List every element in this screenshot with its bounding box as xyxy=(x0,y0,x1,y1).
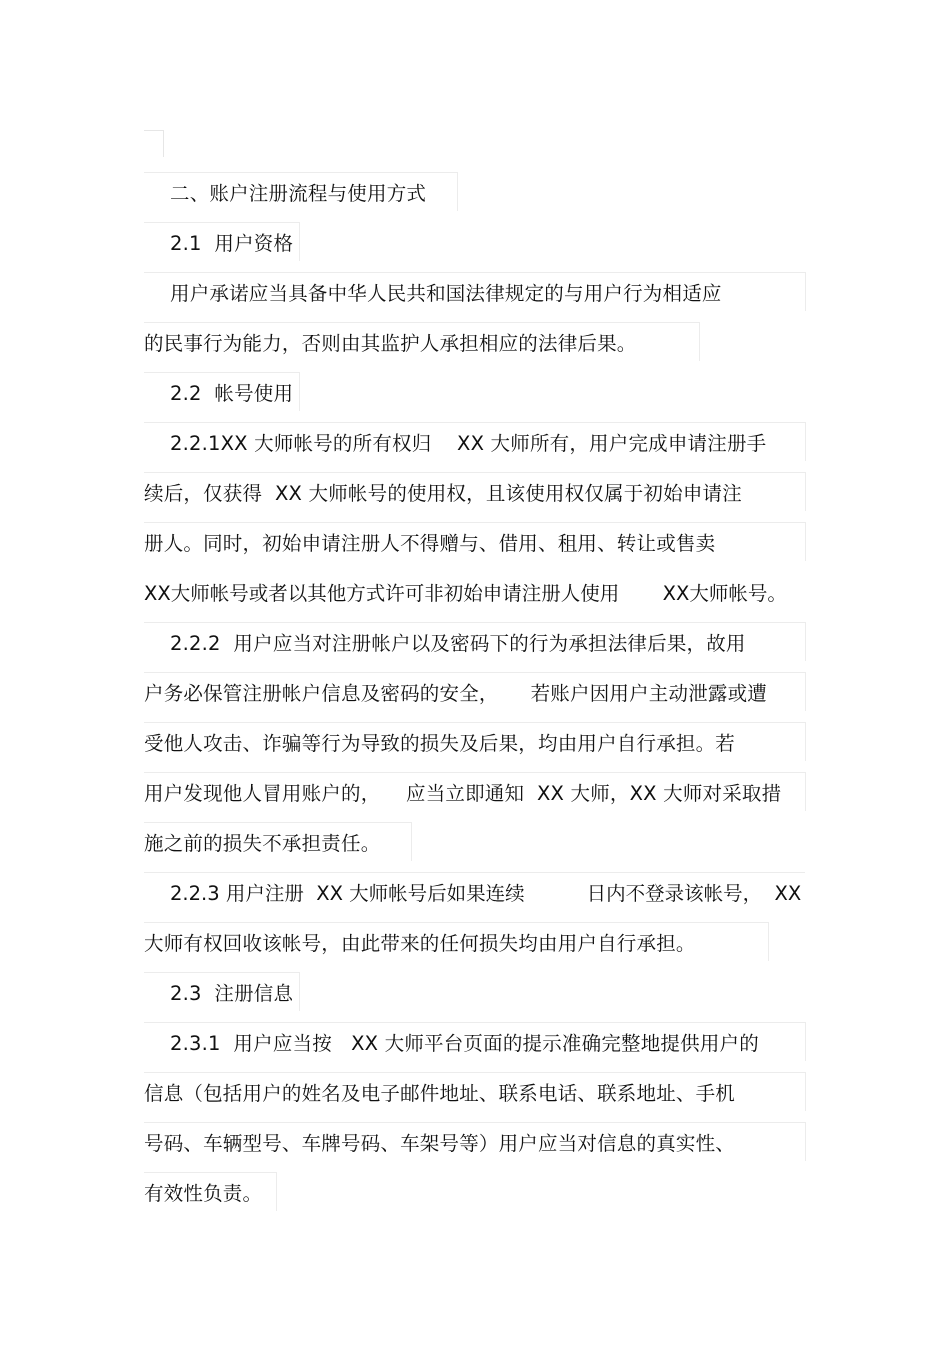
cell-border xyxy=(144,322,700,361)
paragraph-line: 户务必保管注册帐户信息及密码的安全， 若账户因用户主动泄露或遭 xyxy=(144,682,767,705)
cell-border xyxy=(144,772,806,811)
cell-border xyxy=(144,1122,806,1161)
paragraph-line: 续后，仅获得 XX 大师帐号的使用权，且该使用权仅属于初始申请注 xyxy=(144,482,742,505)
paragraph-line: 号码、车辆型号、车牌号码、车架号等）用户应当对信息的真实性、 xyxy=(144,1132,736,1155)
cell-border xyxy=(144,822,412,861)
paragraph-line: 大师有权回收该帐号，由此带来的任何损失均由用户自行承担。 xyxy=(144,932,696,955)
subsection-heading: 2.1 用户资格 xyxy=(170,232,294,255)
corner-mark xyxy=(144,130,164,157)
cell-border xyxy=(144,172,458,211)
cell-border xyxy=(144,672,806,711)
paragraph-line: 受他人攻击、诈骗等行为导致的损失及后果，均由用户自行承担。若 xyxy=(144,732,736,755)
cell-border xyxy=(144,1072,806,1111)
paragraph-line: 用户发现他人冒用账户的， 应当立即通知 XX 大师，XX 大师对采取措 xyxy=(144,782,782,805)
cell-border xyxy=(144,922,769,961)
cell-border xyxy=(144,722,806,761)
cell-border xyxy=(144,272,806,311)
paragraph-line: 信息（包括用户的姓名及电子邮件地址、联系电话、联系地址、手机 xyxy=(144,1082,736,1105)
paragraph-line: 的民事行为能力，否则由其监护人承担相应的法律后果。 xyxy=(144,332,637,355)
paragraph-line: 施之前的损失不承担责任。 xyxy=(144,832,381,855)
subsection-heading: 2.2 帐号使用 xyxy=(170,382,294,405)
cell-border xyxy=(144,372,300,411)
paragraph-line: 2.3.1 用户应当按 XX 大师平台页面的提示准确完整地提供用户的 xyxy=(170,1032,759,1055)
paragraph-line: 2.2.2 用户应当对注册帐户以及密码下的行为承担法律后果，故用 xyxy=(170,632,746,655)
paragraph-line: XX大师帐号或者以其他方式许可非初始申请注册人使用 XX大师帐号。 xyxy=(144,582,787,605)
section-heading: 二、账户注册流程与使用方式 xyxy=(170,182,427,205)
paragraph-line: 2.2.1XX 大师帐号的所有权归 XX 大师所有，用户完成申请注册手 xyxy=(170,432,767,455)
cell-border xyxy=(144,1022,806,1061)
cell-border xyxy=(144,872,805,911)
paragraph-line: 2.2.3 用户注册 XX 大师帐号后如果连续 日内不登录该帐号， XX xyxy=(170,882,802,905)
cell-border xyxy=(144,222,300,261)
cell-border xyxy=(144,972,300,1011)
paragraph-line: 用户承诺应当具备中华人民共和国法律规定的与用户行为相适应 xyxy=(170,282,722,305)
paragraph-line: 有效性负责。 xyxy=(144,1182,263,1205)
cell-border xyxy=(144,522,806,561)
subsection-heading: 2.3 注册信息 xyxy=(170,982,294,1005)
paragraph-line: 册人。同时，初始申请注册人不得赠与、借用、租用、转让或售卖 xyxy=(144,532,716,555)
cell-border xyxy=(144,622,806,661)
cell-border xyxy=(144,1172,277,1211)
cell-border xyxy=(144,472,806,511)
cell-border xyxy=(144,422,806,461)
